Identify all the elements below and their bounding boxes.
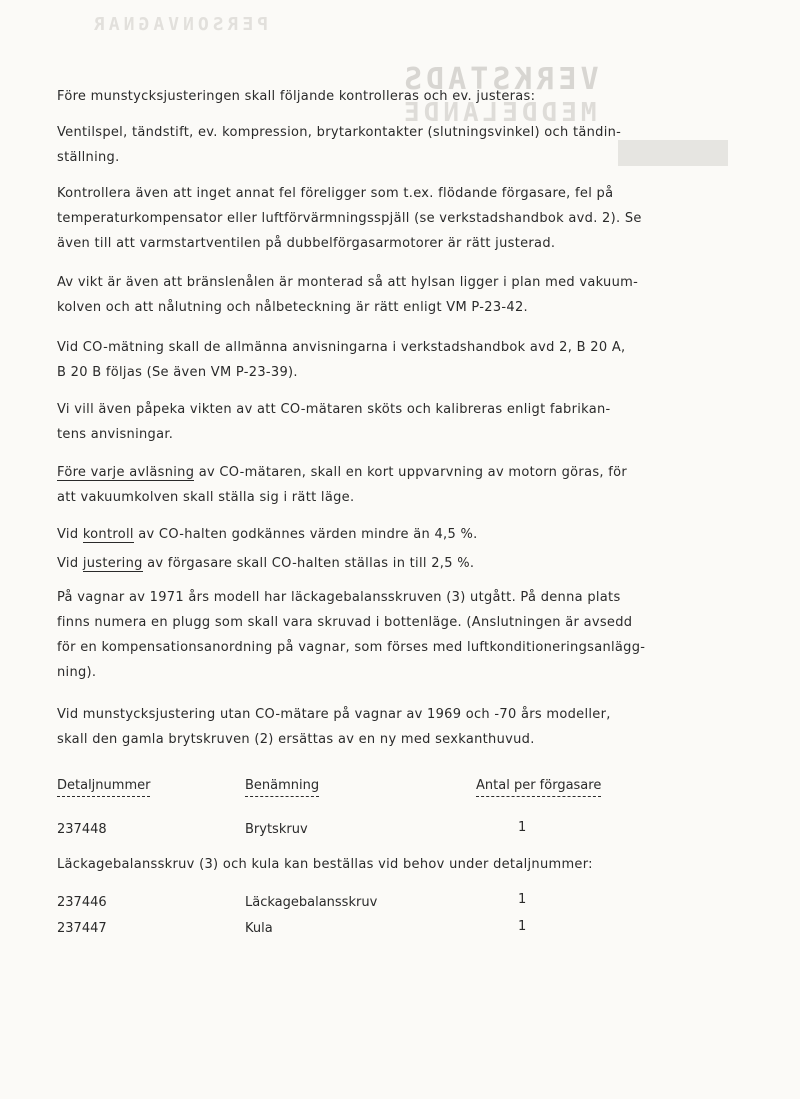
text-line: Vid CO-mätning skall de allmänna anvisningarna i verkstadshandbok avd 2, B 20 A,: [57, 340, 626, 355]
paragraph-1971-model: [57, 585, 647, 685]
paragraph-reading: [57, 460, 647, 510]
part-name: Kula: [245, 921, 273, 936]
paragraph-checklist: [57, 120, 647, 170]
paragraph-co-adjust: Vid justering av förgasare skall CO-halten ställas in till 2,5 %.: [57, 556, 475, 571]
text-line: Kontrollera även att inget annat fel föreligger som t.ex. flödande förgasare, fel på: [57, 186, 614, 201]
part-number: 237448: [57, 822, 107, 837]
text-line: Före varje avläsning av CO-mätaren, skall en kort uppvarvning av motorn göras, för: [57, 465, 628, 480]
text-line: Vid munstycksjustering utan CO-mätare på vagnar av 1969 och -70 års modeller,: [57, 707, 611, 722]
underlined-text: justering: [82, 556, 143, 571]
bleed-through-header: PERSONVAGNAR: [90, 14, 269, 35]
text-line: Ventilspel, tändstift, ev. kompression, brytarkontakter (slutningsvinkel) och tändin-: [57, 125, 622, 140]
text-line: även till att varmstartventilen på dubbelförgasarmotorer är rätt justerad.: [57, 236, 556, 251]
text-line: B 20 B följas (Se även VM P-23-39).: [57, 365, 298, 380]
paragraph-co-check: Vid kontroll av CO-halten godkännes värden mindre än 4,5 %.: [57, 527, 478, 542]
text-line: kolven och att nålutning och nålbeteckning är rätt enligt VM P-23-42.: [57, 300, 528, 315]
bleed-through-title: VERKSTADS: [400, 62, 599, 97]
paragraph-needle: [57, 270, 647, 320]
text-line: för en kompensationsanordning på vagnar, som förses med luftkonditioneringsanlägg-: [57, 640, 646, 655]
column-header: Antal per förgasare: [476, 776, 601, 797]
paragraph-co-measurement: [57, 335, 647, 385]
paragraph-intro: Före munstycksjusteringen skall följande kontrolleras och ev. justeras:: [57, 89, 536, 104]
text-line: tens anvisningar.: [57, 427, 174, 442]
text-line: skall den gamla brytskruven (2) ersättas av en ny med sexkanthuvud.: [57, 732, 535, 747]
table-note: Läckagebalansskruv (3) och kula kan beställas vid behov under detaljnummer:: [57, 857, 593, 872]
part-number: 237447: [57, 921, 107, 936]
text-line: temperaturkompensator eller luftförvärmningsspjäll (se verkstadshandbok avd. 2). Se: [57, 211, 642, 226]
part-name: Brytskruv: [245, 822, 308, 837]
bleed-through-subtitle: MEDDELANDE: [400, 98, 597, 128]
text-line: Av vikt är även att bränslenålen är monterad så att hylsan ligger i plan med vakuum-: [57, 275, 639, 290]
part-number: 237446: [57, 895, 107, 910]
column-header: Detaljnummer: [57, 776, 150, 797]
paragraph-calibration: [57, 397, 647, 447]
underlined-text: kontroll: [82, 527, 134, 542]
part-quantity: 1: [518, 892, 527, 907]
part-quantity: 1: [518, 820, 527, 835]
underlined-text: Före varje avläsning: [57, 465, 195, 480]
text-line: ning).: [57, 665, 97, 680]
paragraph-1969-model: [57, 702, 647, 752]
paragraph-faults: [57, 181, 647, 256]
part-quantity: 1: [518, 919, 527, 934]
text-line: Vi vill även påpeka vikten av att CO-mätaren sköts och kalibreras enligt fabrikan-: [57, 402, 611, 417]
text-line: På vagnar av 1971 års modell har läckagebalansskruven (3) utgått. På denna plats: [57, 590, 621, 605]
text-line: ställning.: [57, 150, 120, 165]
column-header: Benämning: [245, 776, 319, 797]
part-name: Läckagebalansskruv: [245, 895, 378, 910]
text-line: att vakuumkolven skall ställa sig i rätt läge.: [57, 490, 355, 505]
text-line: finns numera en plugg som skall vara skruvad i bottenläge. (Anslutningen är avsedd: [57, 615, 633, 630]
